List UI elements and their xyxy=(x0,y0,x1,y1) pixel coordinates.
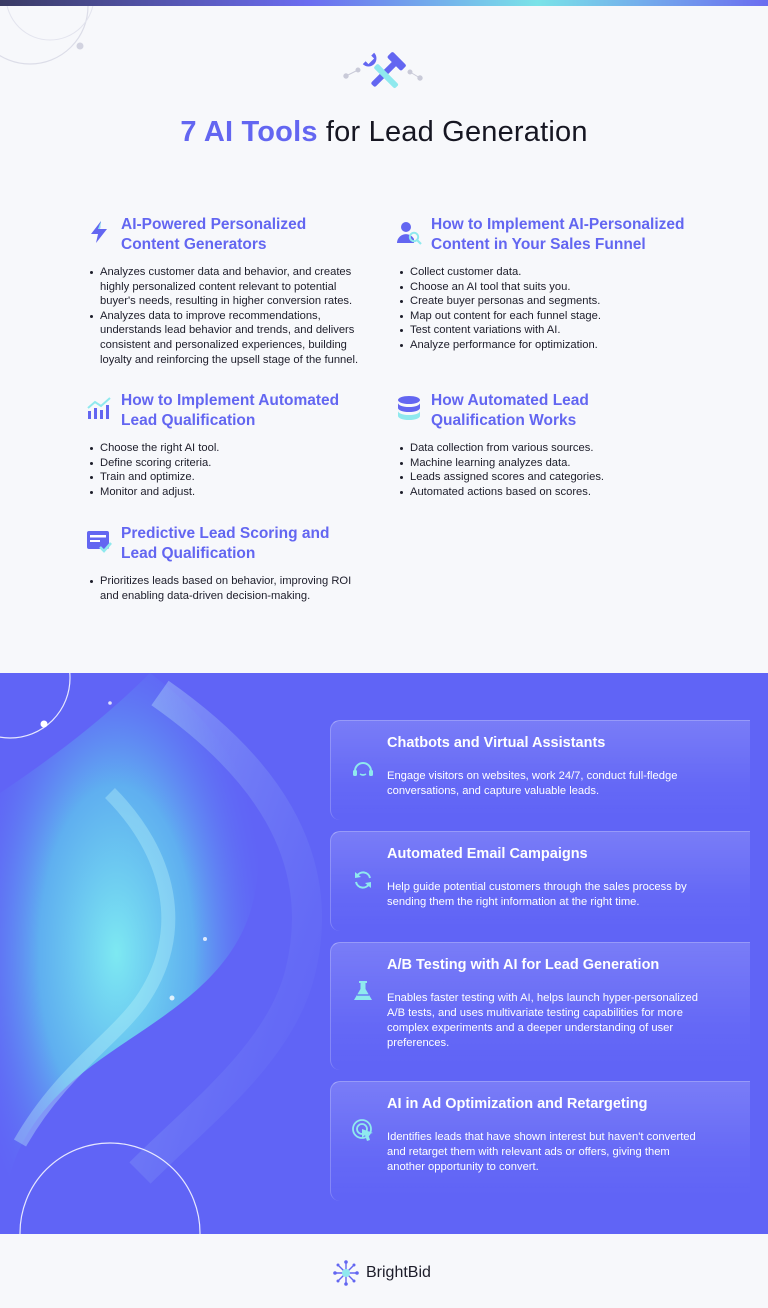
scorecard-check-icon xyxy=(86,528,112,554)
list-item: Data collection from various sources. xyxy=(396,441,696,456)
section-heading: Predictive Lead Scoring and Lead Qualification xyxy=(121,525,330,562)
card-text: Engage visitors on websites, work 24/7, conduct full-fledge conversations, and capture valuable leads. xyxy=(387,770,678,797)
section-implement-personalized xyxy=(396,215,716,355)
list-item: Analyzes data to improve recommendations, understands lead behavior and trends, and delivers consistent and personalized experiences, building loyalty and reinforcing the upsell stage of the funnel. xyxy=(86,309,371,367)
decorative-arcs xyxy=(0,6,120,76)
section-personalized-content xyxy=(86,215,376,365)
chart-trend-icon xyxy=(86,395,112,421)
card-text: Identifies leads that have shown interest but haven't converted and retarget them with relevant ads or offers, giving them another opportunity to convert. xyxy=(387,1131,696,1173)
target-cursor-icon xyxy=(351,1118,375,1142)
flask-icon xyxy=(351,979,375,1003)
card-title: Automated Email Campaigns xyxy=(387,846,588,862)
brand-logo xyxy=(332,1258,431,1288)
list-item: Test content variations with AI. xyxy=(396,323,696,338)
page-title xyxy=(0,116,768,149)
bullet-list xyxy=(86,574,371,603)
card-text: Help guide potential customers through the sales process by sending them the right information at the right time. xyxy=(387,881,687,908)
list-item: Analyze performance for optimization. xyxy=(396,338,696,353)
list-item: Choose an AI tool that suits you. xyxy=(396,280,696,295)
card-text: Enables faster testing with AI, helps launch hyper-personalized A/B tests, and uses multivariate testing capabilities for more complex experiments and a deeper understanding of user preferences. xyxy=(387,992,698,1049)
section-heading: How to Implement Automated Lead Qualification xyxy=(121,392,340,429)
list-item: Train and optimize. xyxy=(86,470,371,485)
lightning-bolt-icon xyxy=(86,219,112,245)
card-ad-optimization xyxy=(330,1081,750,1201)
chat-assistant-icon xyxy=(351,757,375,781)
list-item: Collect customer data. xyxy=(396,265,696,280)
card-title: AI in Ad Optimization and Retargeting xyxy=(387,1096,648,1112)
bullet-list xyxy=(396,441,696,499)
section-heading: How to Implement AI-Personalized Content in Your Sales Funnel xyxy=(431,216,685,253)
list-item: Monitor and adjust. xyxy=(86,485,371,500)
list-item: Define scoring criteria. xyxy=(86,456,371,471)
list-item: Leads assigned scores and categories. xyxy=(396,470,696,485)
tools-icon xyxy=(336,50,432,102)
section-predictive-scoring xyxy=(86,524,376,614)
section-implement-qualification xyxy=(86,391,376,501)
section-heading: How Automated Lead Qualification Works xyxy=(431,392,589,429)
section-heading: AI-Powered Personalized Content Generators xyxy=(121,216,307,253)
card-email-campaigns xyxy=(330,831,750,931)
refresh-cycle-icon xyxy=(351,868,375,892)
list-item: Create buyer personas and segments. xyxy=(396,294,696,309)
section-how-qualification-works xyxy=(396,391,716,501)
list-item: Analyzes customer data and behavior, and creates highly personalized content relevant to potential buyer's needs, resulting in higher conversion rates. xyxy=(86,265,371,309)
ai-tools-band xyxy=(0,673,768,1234)
brand-name: BrightBid xyxy=(366,1264,431,1281)
database-icon xyxy=(396,395,422,421)
user-search-icon xyxy=(396,219,422,245)
list-item: Prioritizes leads based on behavior, improving ROI and enabling data-driven decision-making. xyxy=(86,574,371,603)
list-item: Choose the right AI tool. xyxy=(86,441,371,456)
title-accent: 7 AI Tools xyxy=(180,116,318,148)
card-ab-testing xyxy=(330,942,750,1070)
list-item: Machine learning analyzes data. xyxy=(396,456,696,471)
card-title: Chatbots and Virtual Assistants xyxy=(387,735,606,751)
card-title: A/B Testing with AI for Lead Generation xyxy=(387,957,660,973)
bullet-list xyxy=(86,265,371,367)
card-chatbots xyxy=(330,720,750,820)
bullet-list xyxy=(396,265,696,353)
list-item: Map out content for each funnel stage. xyxy=(396,309,696,324)
title-rest: for Lead Generation xyxy=(317,116,588,148)
list-item: Automated actions based on scores. xyxy=(396,485,696,500)
bullet-list xyxy=(86,441,371,499)
brightbid-logo-icon xyxy=(332,1259,360,1287)
